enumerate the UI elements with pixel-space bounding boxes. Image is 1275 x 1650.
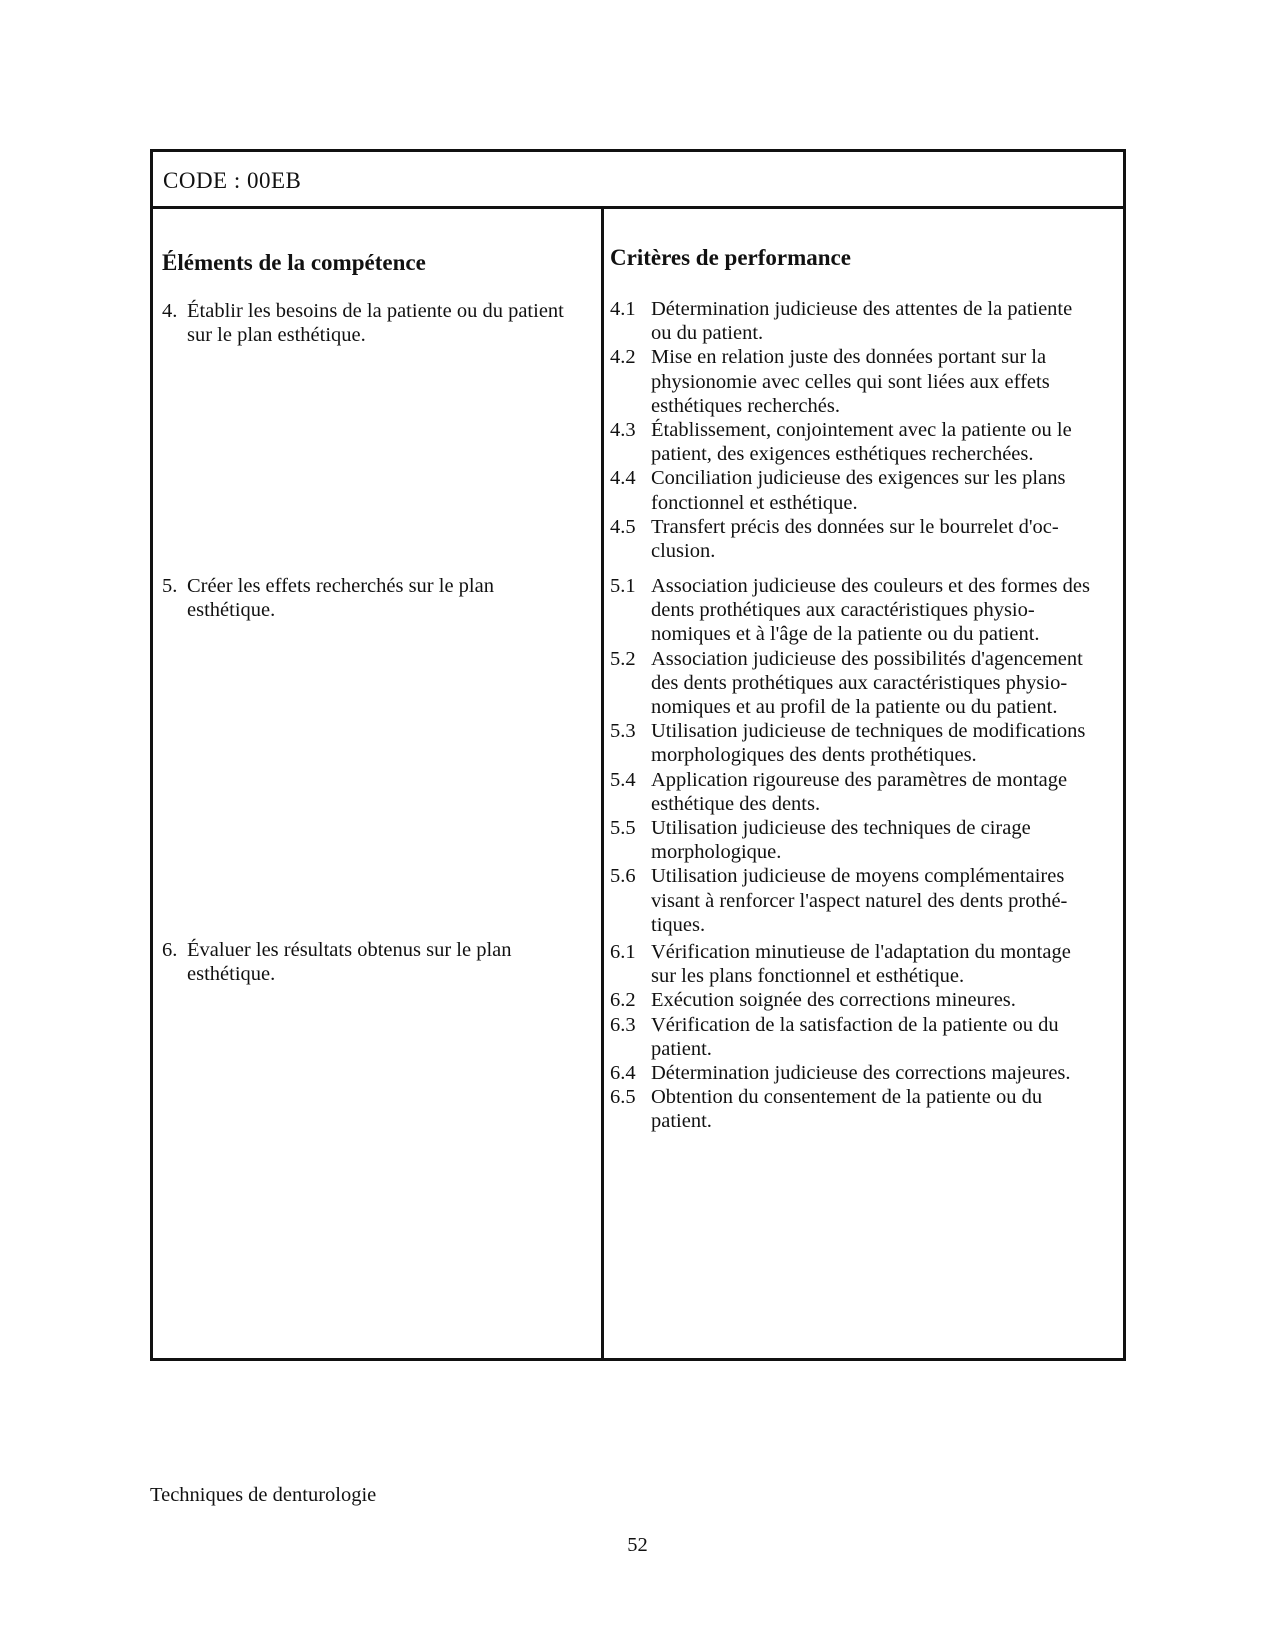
code-label: CODE : 00EB [163,168,302,193]
criterion-6-2: 6.2 Exécution soignée des corrections mineures. [610,989,1016,1012]
criteria-heading: Critères de performance [610,245,851,270]
element-text: Créer les effets recherchés sur le plan esthétique. [187,575,494,622]
element-text: Évaluer les résultats obtenus sur le plan esthétique. [187,939,512,986]
criterion-5-6: 5.6 Utilisation judicieuse de moyens complémentaires visant à renforcer l'aspect naturel des dents prothé- tiques. [610,865,1068,936]
criteria-group-6 [610,940,1090,1134]
criterion-6-3: 6.3 Vérification de la satisfaction de la patiente ou du patient. [610,1013,1059,1060]
element-6 [162,938,532,986]
criterion-5-2: 5.2 Association judicieuse des possibilités d'agencement des dents prothétiques aux caractéristiques physio- nomiques et au profil de la patiente ou du patient. [610,647,1083,719]
element-5 [162,574,517,622]
competency-table [150,149,1126,1361]
element-number: 6. [162,939,178,961]
criterion-4-1: 4.1 Détermination judicieuse des attentes de la patiente ou du patient. [610,298,1073,345]
criterion-6-4: 6.4 Détermination judicieuse des corrections majeures. [610,1062,1071,1085]
criteria-group-5 [610,574,1105,937]
element-text: Établir les besoins de la patiente ou du patient sur le plan esthétique. [187,300,564,347]
footer-title: Techniques de denturologie [150,1484,377,1506]
code-row [153,152,1123,209]
criterion-6-5: 6.5 Obtention du consentement de la patiente ou du patient. [610,1086,1043,1133]
page-number: 52 [627,1534,648,1556]
criterion-4-2: 4.2 Mise en relation juste des données portant sur la physionomie avec celles qui sont liées aux effets esthétiques recherchés. [610,346,1050,417]
criterion-5-4: 5.4 Application rigoureuse des paramètres de montage esthétique des dents. [610,768,1068,815]
criterion-4-4: 4.4 Conciliation judicieuse des exigences sur les plans fonctionnel et esthétique. [610,467,1066,514]
element-number: 4. [162,300,178,322]
criterion-4-3: 4.3 Établissement, conjointement avec la patiente ou le patient, des exigences esthétiques recherchées. [610,419,1072,466]
criteria-group-4 [610,297,1090,563]
criterion-5-3: 5.3 Utilisation judicieuse de techniques de modifications morphologiques des dents prothétiques. [610,720,1086,767]
criterion-5-1: 5.1 Association judicieuse des couleurs et des formes des dents prothétiques aux caractéristiques physio- nomiques et à l'âge de la patiente ou du patient. [610,575,1090,646]
criterion-4-5: 4.5 Transfert précis des données sur le bourrelet d'oc- clusion. [610,515,1059,563]
criterion-6-1: 6.1 Vérification minutieuse de l'adaptation du montage sur les plans fonctionnel et esthétique. [610,941,1071,988]
elements-heading: Éléments de la compétence [162,250,426,275]
criterion-5-5: 5.5 Utilisation judicieuse des techniques de cirage morphologique. [610,817,1031,864]
element-4 [162,299,582,347]
column-divider [601,206,604,1361]
element-number: 5. [162,575,178,597]
